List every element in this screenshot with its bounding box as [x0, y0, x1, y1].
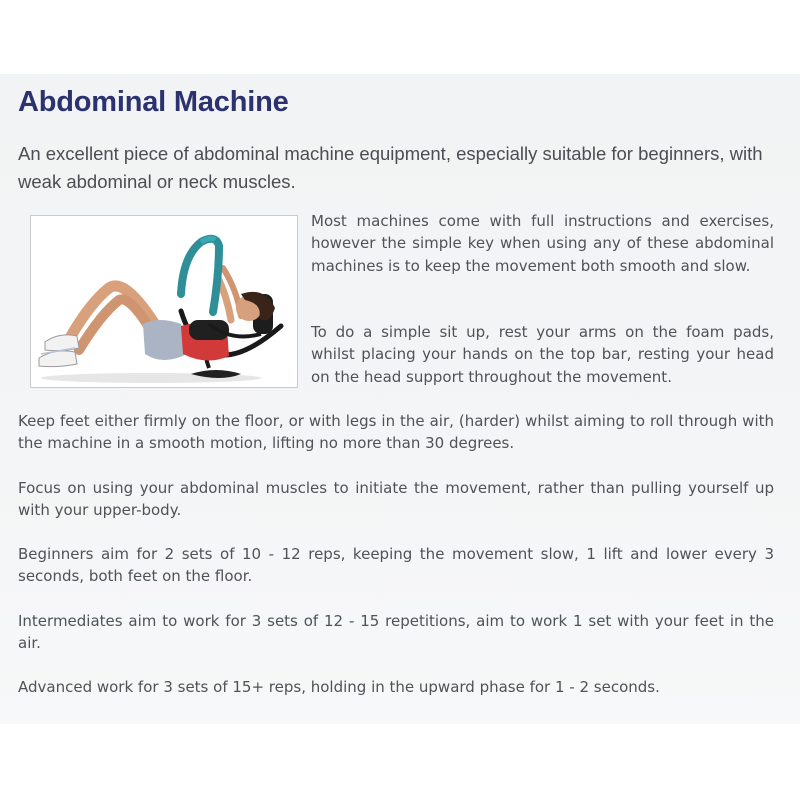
- page-title: Abdominal Machine: [18, 86, 289, 118]
- paragraph-intermediates: Intermediates aim to work for 3 sets of 12 - 15 repetitions, aim to work 1 set with your feet in the air.: [18, 612, 774, 653]
- intro-subtitle: An excellent piece of abdominal machine equipment, especially suitable for beginners, with weak abdominal or neck muscles.: [18, 143, 763, 192]
- paragraph-feet-position: Keep feet either firmly on the floor, or with legs in the air, (harder) whilst aiming to roll through with the machine in a smooth motion, lifting no more than 30 degrees.: [18, 412, 774, 453]
- paragraph-sit-up: To do a simple sit up, rest your arms on the foam pads, whilst placing your hands on the top bar, resting your head on the head support throughout the movement.: [311, 323, 774, 386]
- abdominal-machine-photo: [30, 215, 298, 388]
- paragraph-focus: Focus on using your abdominal muscles to initiate the movement, rather than pulling yourself up with your upper-body.: [18, 479, 774, 520]
- paragraph-advanced: Advanced work for 3 sets of 15+ reps, holding in the upward phase for 1 - 2 seconds.: [18, 678, 660, 696]
- paragraph-beginners: Beginners aim for 2 sets of 10 - 12 reps, keeping the movement slow, 1 lift and lower every 3 seconds, both feet on the floor.: [18, 545, 774, 586]
- paragraph-instructions: Most machines come with full instructions and exercises, however the simple key when using any of these abdominal machines is to keep the movement both smooth and slow.: [311, 212, 774, 275]
